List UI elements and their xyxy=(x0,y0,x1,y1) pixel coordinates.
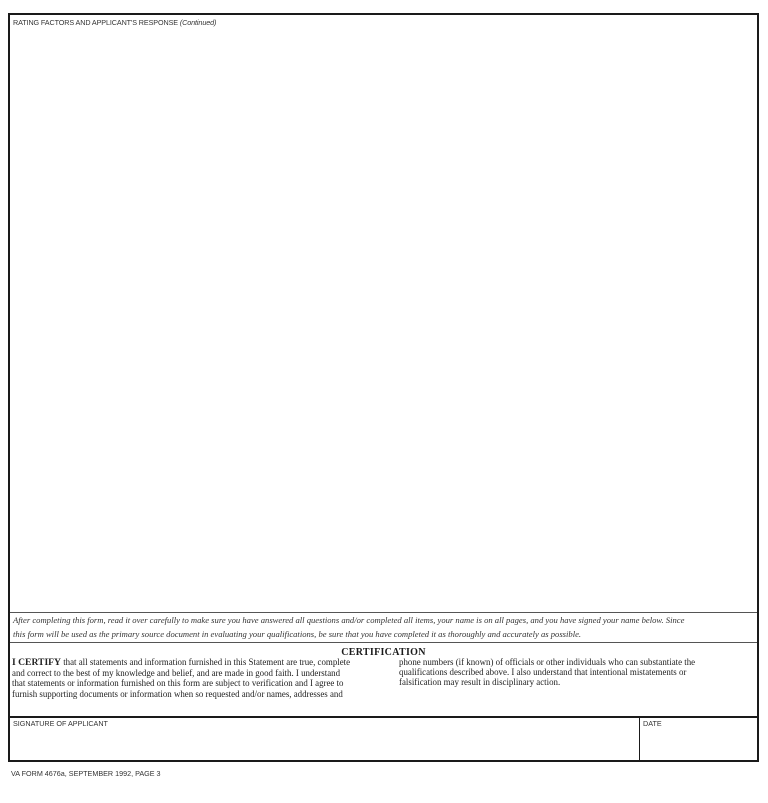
certify-lead: I CERTIFY xyxy=(12,657,61,668)
cert-line xyxy=(12,657,350,668)
cert-line: that statements or information furnished on this form are subject to verification and I agree to xyxy=(12,678,344,689)
instructions-line-2: this form will be used as the primary source document in evaluating your qualifications, be sure that you have completed it as thoroughly and accurately as possible. xyxy=(13,629,582,639)
signature-row xyxy=(10,716,757,760)
instructions-line-1: After completing this form, read it over carefully to make sure you have answered all questions and/or completed all items, your name is on all pages, and you have signed your name below. Since xyxy=(13,615,685,625)
signature-label: SIGNATURE OF APPLICANT xyxy=(13,719,108,728)
certification-text-left xyxy=(12,657,350,699)
certification-text-right xyxy=(399,657,695,688)
cert-line: qualifications described above. I also understand that intentional mistatements or xyxy=(399,667,687,678)
cert-line: and correct to the best of my knowledge and belief, and are made in good faith. I understand xyxy=(12,668,341,679)
cert-line: falsification may result in disciplinary action. xyxy=(399,677,561,688)
signature-field[interactable] xyxy=(10,716,640,760)
cert-line: phone numbers (if known) of officials or other individuals who can substantiate the xyxy=(399,657,696,667)
cert-line-text: that all statements and information furnished in this Statement are true, complete xyxy=(60,657,351,667)
cert-line: furnish supporting documents or information when so requested and/or names, addresses and xyxy=(12,688,343,699)
certification-title: CERTIFICATION xyxy=(341,647,426,658)
section-title xyxy=(13,18,216,27)
certification-section xyxy=(10,643,757,718)
section-title-text: RATING FACTORS AND APPLICANT'S RESPONSE xyxy=(13,18,178,27)
applicant-response-field[interactable] xyxy=(10,29,757,612)
section-title-suffix: (Continued) xyxy=(179,18,217,27)
date-field[interactable] xyxy=(640,716,757,760)
form-footer: VA FORM 4676a, SEPTEMBER 1992, PAGE 3 xyxy=(11,769,161,778)
date-label: DATE xyxy=(643,719,662,728)
form-frame xyxy=(8,13,759,762)
rating-factors-section xyxy=(10,15,757,613)
instructions-text xyxy=(10,612,757,643)
